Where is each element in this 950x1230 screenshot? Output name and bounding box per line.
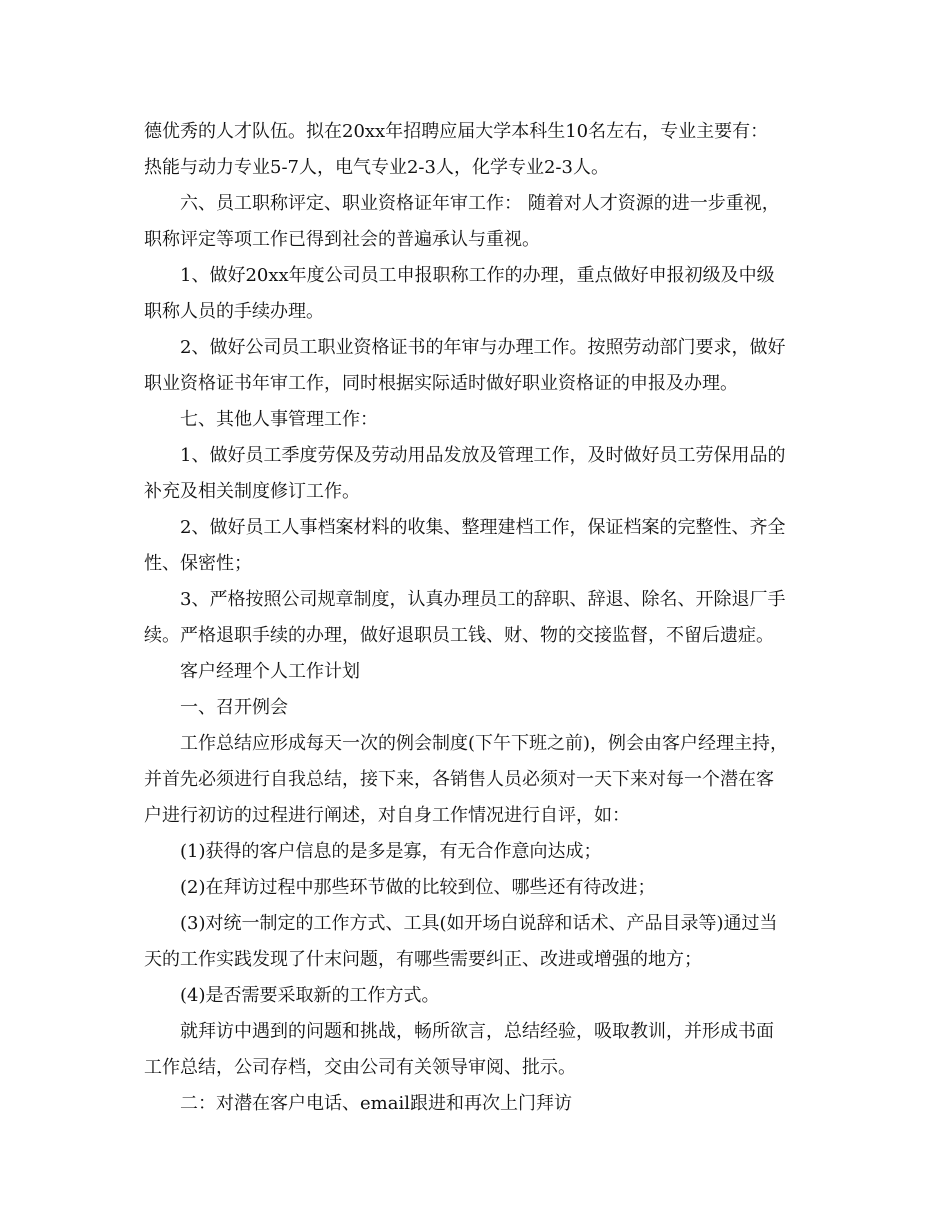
text-line: 2、做好公司员工职业资格证书的年审与办理工作。按照劳动部门要求，做好 [180,337,786,358]
text-line: (3)对统一制定的工作方式、工具(如开场白说辞和话术、产品目录等)通过当 [180,913,778,934]
text-line: 工作总结应形成每天一次的例会制度(下午下班之前)，例会由客户经理主持， [180,733,789,754]
text-line: 职业资格证书年审工作，同时根据实际适时做好职业资格证的申报及办理。 [144,373,738,394]
text-line: (4)是否需要采取新的工作方式。 [180,985,440,1006]
text-line: 户进行初访的过程进行阐述，对自身工作情况进行自评，如： [144,805,630,826]
text-line: 补充及相关制度修订工作。 [144,481,360,502]
text-line: 德优秀的人才队伍。拟在20xx年招聘应届大学本科生10名左右，专业主要有： [144,121,769,142]
text-line: (1)获得的客户信息的是多是寡，有无合作意向达成； [180,841,602,862]
text-line: 二：对潜在客户电话、email跟进和再次上门拜访 [180,1093,572,1114]
text-line: 天的工作实践发现了什末问题，有哪些需要纠正、改进或增强的地方； [144,949,702,970]
text-line: 1、做好员工季度劳保及劳动用品发放及管理工作，及时做好员工劳保用品的 [180,445,786,466]
text-line: 热能与动力专业5-7人，电气专业2-3人，化学专业2-3人。 [144,157,609,178]
text-line: 2、做好员工人事档案材料的收集、整理建档工作，保证档案的完整性、齐全 [180,517,786,538]
text-line: 七、其他人事管理工作： [180,409,378,430]
text-line: 续。严格退职手续的办理，做好退职员工钱、财、物的交接监督，不留后遗症。 [144,625,774,646]
text-line: 工作总结，公司存档，交由公司有关领导审阅、批示。 [144,1057,576,1078]
document-body [144,114,812,1122]
text-line: 1、做好20xx年度公司员工申报职称工作的办理，重点做好申报初级及中级 [180,265,775,286]
text-line: 3、严格按照公司规章制度，认真办理员工的辞职、辞退、除名、开除退厂手 [180,589,786,610]
text-line: 客户经理个人工作计划 [180,661,360,682]
text-line: 职称人员的手续办理。 [144,301,324,322]
text-line: 职称评定等项工作已得到社会的普遍承认与重视。 [144,229,540,250]
text-line: 六、员工职称评定、职业资格证年审工作： 随着对人才资源的进一步重视， [180,193,780,214]
text-line: 一、召开例会 [180,697,288,718]
text-line: 并首先必须进行自我总结，接下来，各销售人员必须对一天下来对每一个潜在客 [144,769,774,790]
text-line: 就拜访中遇到的问题和挑战，畅所欲言，总结经验，吸取教训，并形成书面 [180,1021,774,1042]
text-line: 性、保密性； [144,553,252,574]
text-line: (2)在拜访过程中那些环节做的比较到位、哪些还有待改进； [180,877,656,898]
